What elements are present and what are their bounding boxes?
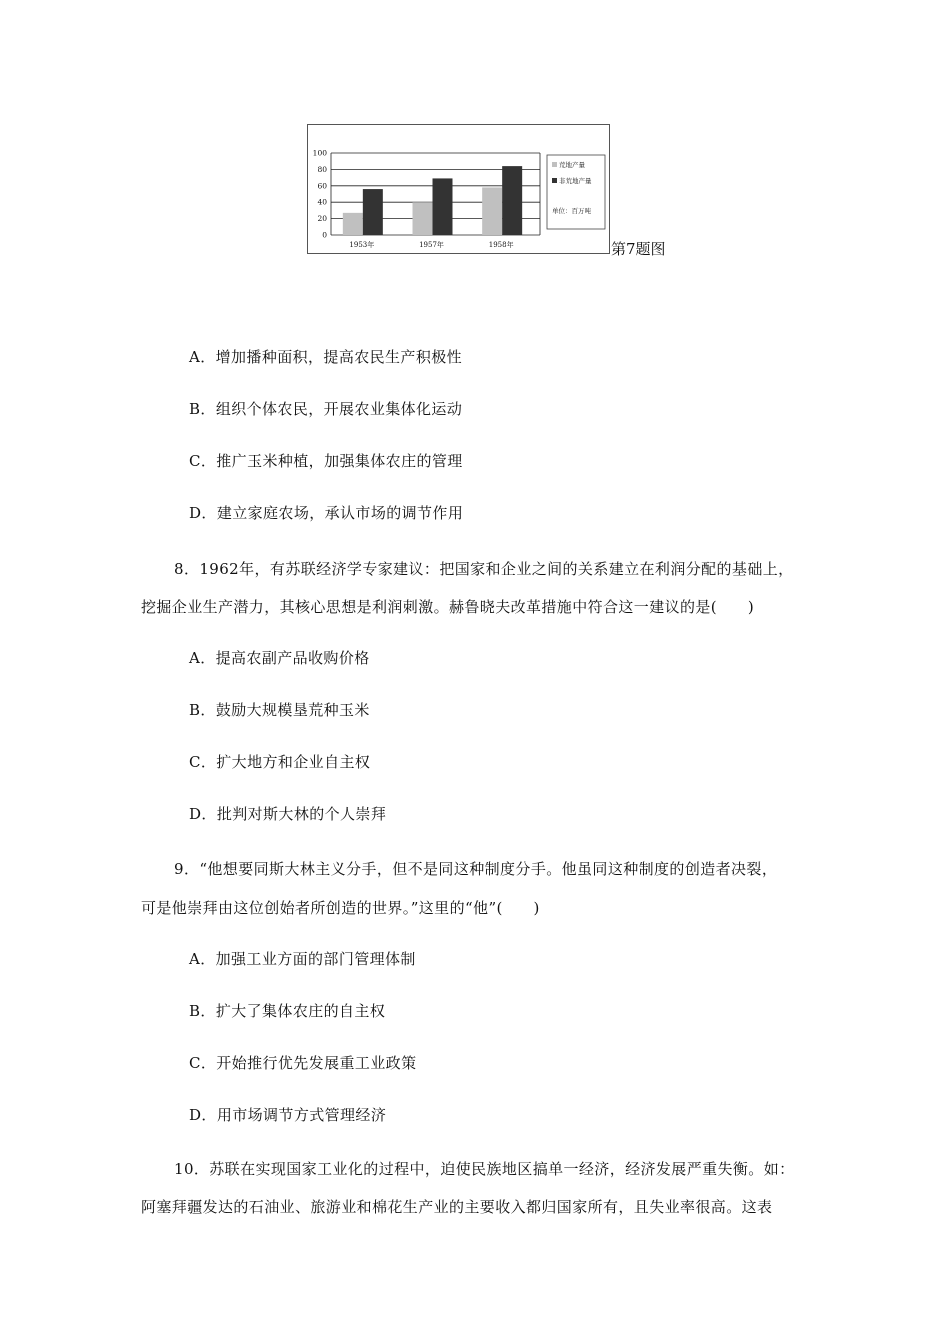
- x-tick-label: 1953年: [349, 241, 375, 249]
- q9-option-c: C．开始推行优先发展重工业政策: [189, 1054, 417, 1072]
- q8-option-a: A．提高农副产品收购价格: [189, 649, 370, 667]
- chart-svg: [308, 125, 611, 255]
- legend-swatch: [552, 178, 557, 183]
- q7-option-a: A．增加播种面积，提高农民生产积极性: [189, 348, 463, 366]
- q7-option-d: D．建立家庭农场，承认市场的调节作用: [189, 504, 464, 522]
- q8-stem-line1: 8．1962年，有苏联经济学专家建议：把国家和企业之间的关系建立在利润分配的基础上，: [174, 560, 794, 578]
- unit-note: 单位：百万吨: [552, 207, 591, 215]
- q7-option-c: C．推广玉米种植，加强集体农庄的管理: [189, 452, 463, 470]
- y-tick-label: 100: [312, 148, 327, 158]
- y-tick-label: 20: [317, 214, 327, 224]
- bar: [482, 187, 502, 235]
- q9-option-d: D．用市场调节方式管理经济: [189, 1106, 387, 1124]
- q9-stem-line2: 可是他崇拜由这位创始者所创造的世界。”这里的“他”( ): [141, 899, 540, 917]
- x-tick-label: 1958年: [488, 241, 514, 249]
- q10-stem-line1: 10．苏联在实现国家工业化的过程中，迫使民族地区搞单一经济，经济发展严重失衡。如：: [174, 1160, 795, 1178]
- bar: [433, 178, 453, 235]
- bar: [413, 202, 433, 235]
- q10-stem-line2: 阿塞拜疆发达的石油业、旅游业和棉花生产业的主要收入都归国家所有，且失业率很高。这表: [141, 1198, 773, 1216]
- y-tick-label: 80: [317, 164, 327, 174]
- legend-swatch: [552, 162, 557, 167]
- q9-option-b: B．扩大了集体农庄的自主权: [189, 1002, 386, 1020]
- legend-label: 非荒地产量: [559, 177, 592, 185]
- bar: [502, 166, 522, 235]
- q8-option-b: B．鼓励大规模垦荒种玉米: [189, 701, 370, 719]
- bar: [363, 189, 383, 235]
- q8-option-c: C．扩大地方和企业自主权: [189, 753, 371, 771]
- q8-option-d: D．批判对斯大林的个人崇拜: [189, 805, 387, 823]
- figure-caption: 第7题图: [611, 240, 666, 258]
- y-tick-label: 60: [317, 181, 327, 191]
- q9-option-a: A．加强工业方面的部门管理体制: [189, 950, 416, 968]
- q9-stem-line1: 9．“他想要同斯大林主义分手，但不是同这种制度分手。他虽同这种制度的创造者决裂，: [174, 860, 778, 878]
- bar: [343, 213, 363, 235]
- legend-label: 荒地产量: [559, 161, 585, 169]
- q7-option-b: B．组织个体农民，开展农业集体化运动: [189, 400, 463, 418]
- y-tick-label: 0: [322, 230, 327, 240]
- x-tick-label: 1957年: [419, 241, 444, 249]
- bar-chart: [307, 124, 610, 254]
- y-tick-label: 40: [317, 197, 327, 207]
- q8-stem-line2: 挖掘企业生产潜力，其核心思想是利润刺激。赫鲁晓夫改革措施中符合这一建议的是( ): [141, 598, 755, 616]
